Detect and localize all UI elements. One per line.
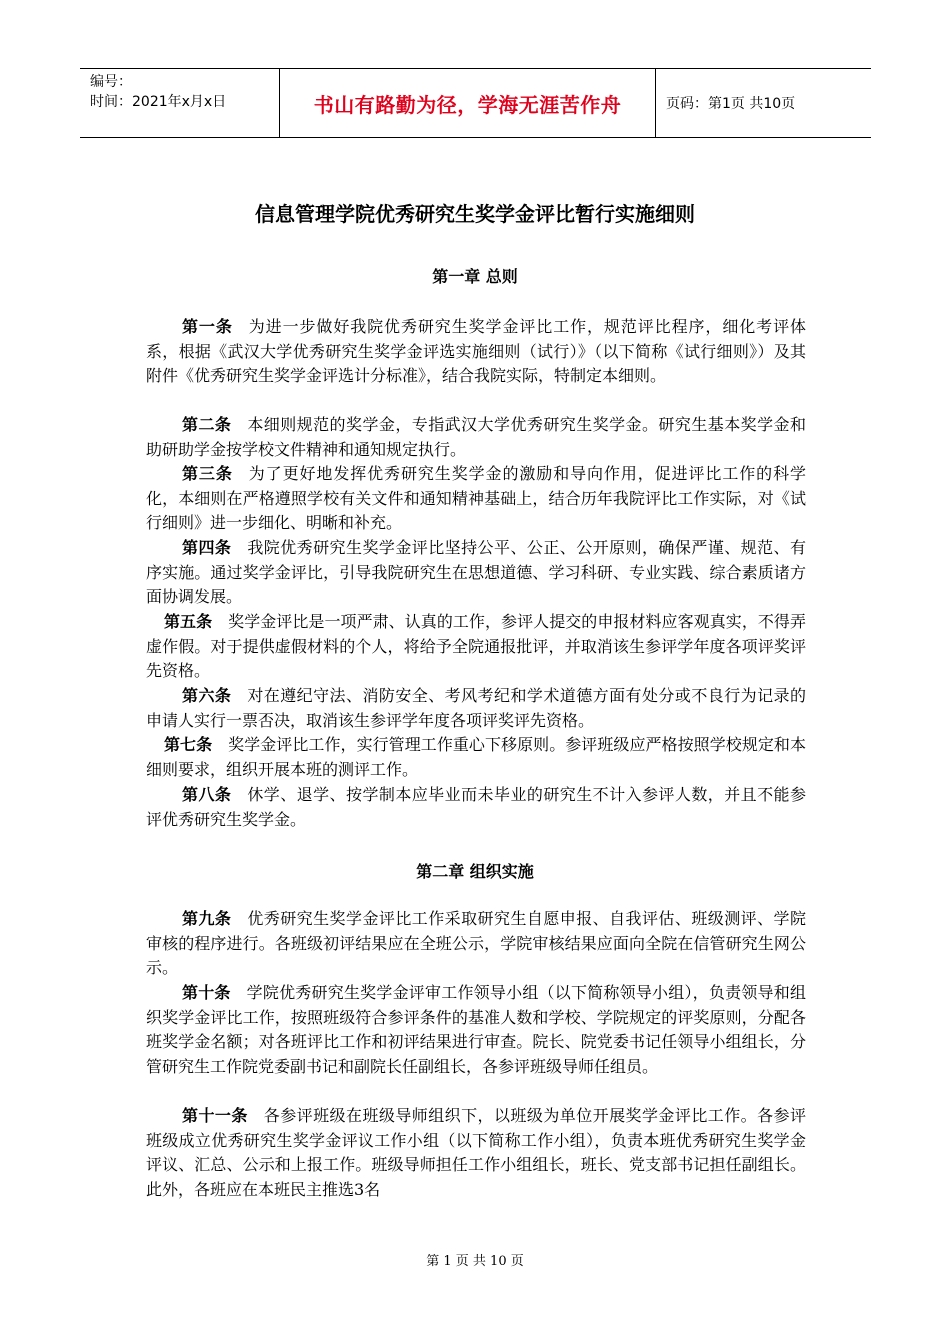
article-paragraph bbox=[146, 413, 806, 462]
article-paragraph bbox=[146, 783, 806, 832]
article-label: 第九条 bbox=[182, 909, 232, 928]
article-text: 我院优秀研究生奖学金评比坚持公平、公正、公开原则，确保严谨、规范、有序实施。通过奖学金评比，引导我院研究生在思想道德、学习科研、专业实践、综合素质诸方面协调发展。 bbox=[146, 538, 806, 607]
chapter-heading: 第二章 组织实施 bbox=[416, 862, 534, 881]
article-paragraph bbox=[146, 684, 806, 733]
article-text: 奖学金评比工作，实行管理工作重心下移原则。参评班级应严格按照学校规定和本细则要求，组织开展本班的测评工作。 bbox=[146, 735, 806, 779]
article-label: 第十一条 bbox=[182, 1106, 248, 1125]
chapter-heading: 第一章 总则 bbox=[432, 267, 518, 286]
page-header bbox=[80, 68, 871, 138]
time-label: 时间：2021年x月x日 bbox=[90, 94, 227, 110]
header-page-info: 页码：第1页 共10页 bbox=[666, 96, 796, 112]
header-meta bbox=[80, 69, 280, 137]
article-text: 奖学金评比是一项严肃、认真的工作，参评人提交的申报材料应客观真实，不得弄虚作假。对于提供虚假材料的个人，将给予全院通报批评，并取消该生参评学年度各项评奖评先资格。 bbox=[146, 612, 806, 681]
article-paragraph bbox=[146, 315, 806, 389]
header-motto: 书山有路勤为径，学海无涯苦作舟 bbox=[280, 69, 656, 137]
article-paragraph bbox=[146, 981, 806, 1079]
article-paragraph bbox=[146, 907, 806, 981]
article-label: 第一条 bbox=[182, 317, 233, 336]
article-label: 第八条 bbox=[182, 785, 232, 804]
page-footer: 第 1 页 共 10 页 bbox=[426, 1254, 524, 1269]
article-label: 第十条 bbox=[182, 983, 231, 1002]
article-paragraph bbox=[146, 733, 806, 782]
article-label: 第三条 bbox=[182, 464, 233, 483]
article-text: 学院优秀研究生奖学金评审工作领导小组（以下简称领导小组），负责领导和组织奖学金评比工作，按照班级符合参评条件的基准人数和学校、学院规定的评奖原则，分配各班奖学金名额；对各班评比工作和初评结果进行审查。院长、院党委书记任领导小组组长，分管研究生工作院党委副书记和副院长任副组长，各参评班级导师任组员。 bbox=[146, 983, 806, 1076]
article-paragraph bbox=[146, 536, 806, 610]
article-label: 第五条 bbox=[164, 612, 213, 631]
article-label: 第七条 bbox=[164, 735, 213, 754]
article-paragraph bbox=[146, 610, 806, 684]
article-text: 优秀研究生奖学金评比工作采取研究生自愿申报、自我评估、班级测评、学院审核的程序进行。各班级初评结果应在全班公示，学院审核结果应面向全院在信管研究生网公示。 bbox=[146, 909, 806, 978]
article-text: 休学、退学、按学制本应毕业而未毕业的研究生不计入参评人数，并且不能参评优秀研究生奖学金。 bbox=[146, 785, 806, 829]
article-text: 对在遵纪守法、消防安全、考风考纪和学术道德方面有处分或不良行为记录的申请人实行一票否决，取消该生参评学年度各项评奖评先资格。 bbox=[146, 686, 806, 730]
article-label: 第六条 bbox=[182, 686, 232, 705]
article-label: 第二条 bbox=[182, 415, 232, 434]
number-label: 编号： bbox=[90, 74, 132, 90]
article-paragraph bbox=[146, 462, 806, 536]
document-title: 信息管理学院优秀研究生奖学金评比暂行实施细则 bbox=[255, 202, 695, 226]
article-text: 本细则规范的奖学金，专指武汉大学优秀研究生奖学金。研究生基本奖学金和助研助学金按学校文件精神和通知规定执行。 bbox=[146, 415, 806, 459]
article-text: 为了更好地发挥优秀研究生奖学金的激励和导向作用，促进评比工作的科学化，本细则在严格遵照学校有关文件和通知精神基础上，结合历年我院评比工作实际，对《试行细则》进一步细化、明晰和补充。 bbox=[146, 464, 806, 533]
article-paragraph bbox=[146, 1104, 806, 1202]
article-label: 第四条 bbox=[182, 538, 232, 557]
article-text: 为进一步做好我院优秀研究生奖学金评比工作，规范评比程序，细化考评体系，根据《武汉大学优秀研究生奖学金评选实施细则（试行）》（以下简称《试行细则》）及其附件《优秀研究生奖学金评选计分标准》，结合我院实际，特制定本细则。 bbox=[146, 317, 806, 386]
article-text: 各参评班级在班级导师组织下，以班级为单位开展奖学金评比工作。各参评班级成立优秀研究生奖学金评议工作小组（以下简称工作小组），负责本班优秀研究生奖学金评议、汇总、公示和上报工作。班级导师担任工作小组组长，班长、党支部书记担任副组长。此外，各班应在本班民主推选3名 bbox=[146, 1106, 806, 1199]
